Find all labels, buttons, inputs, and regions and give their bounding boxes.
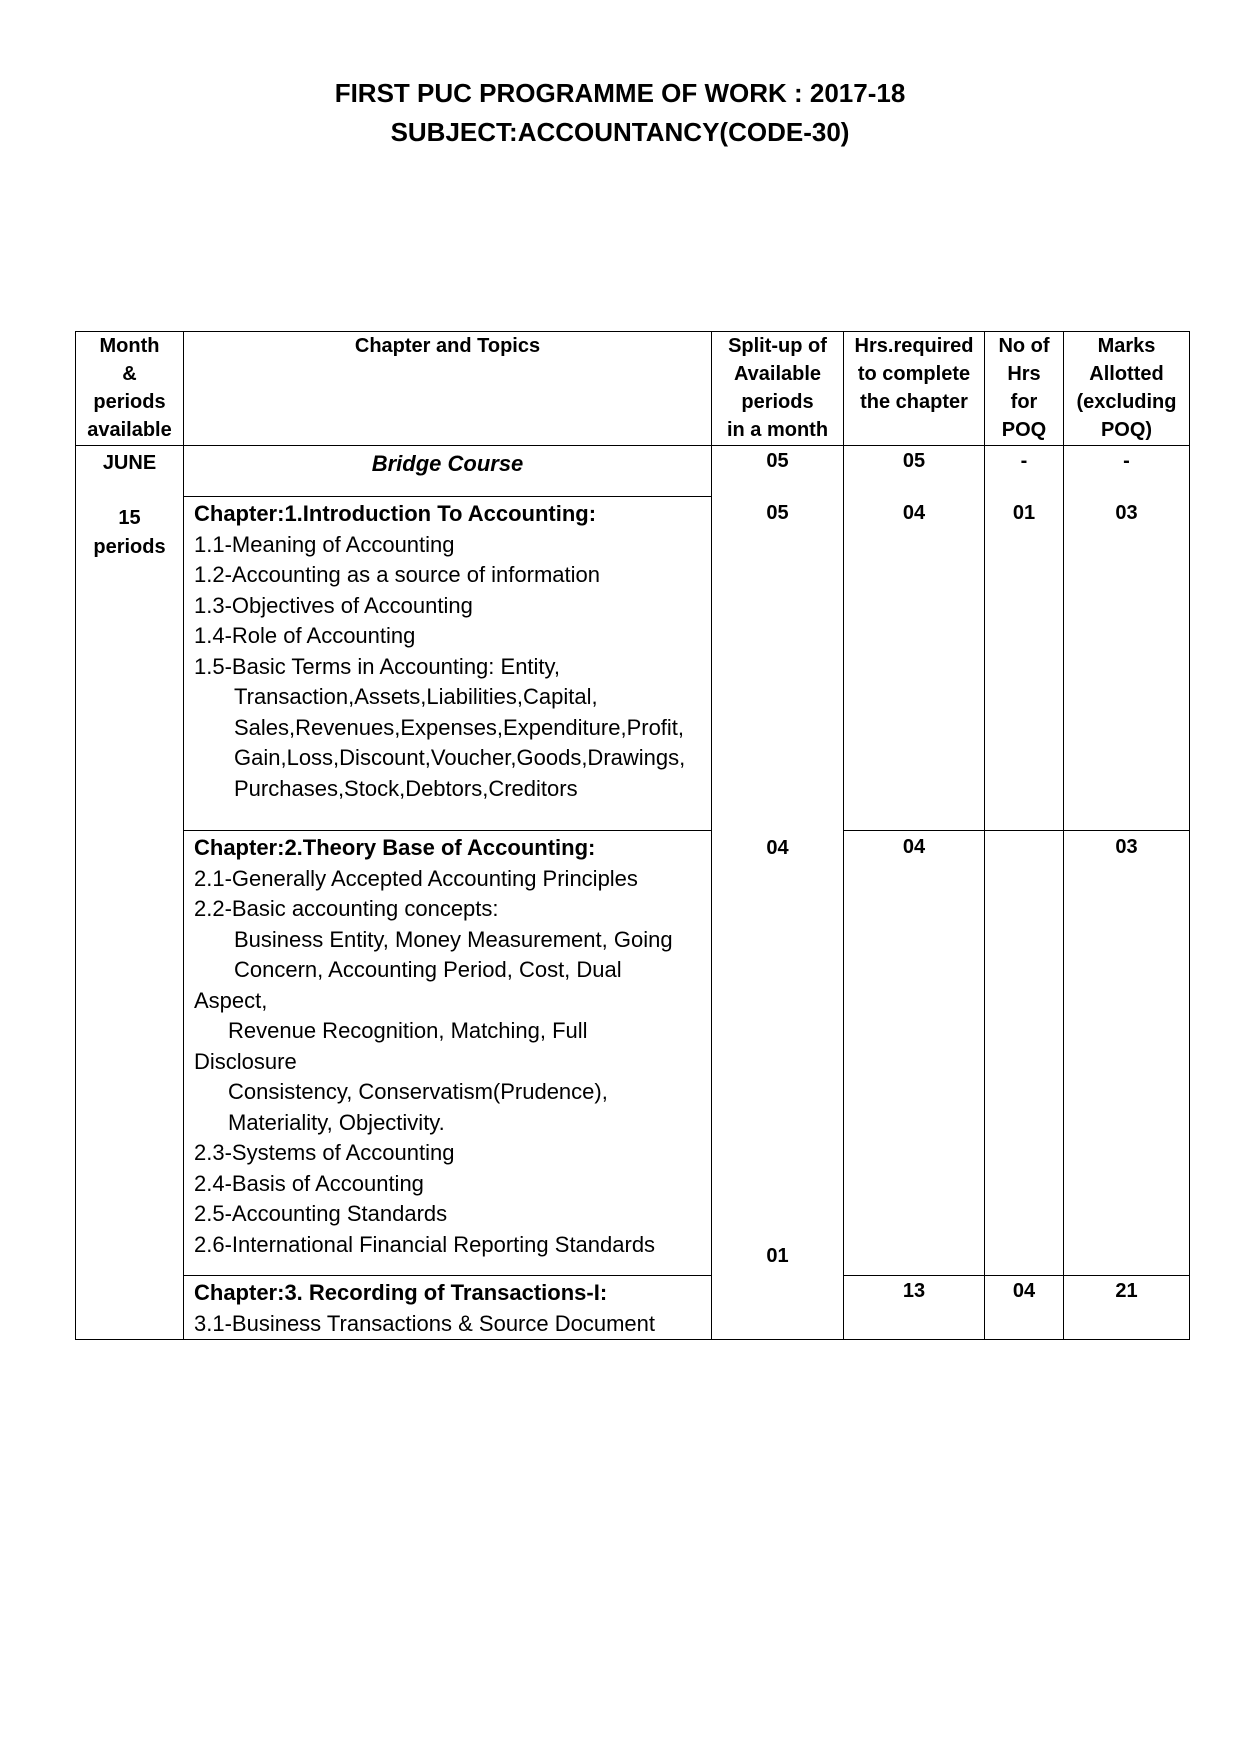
marks-cell: 21 [1064,1276,1190,1340]
poq-cell: - [985,446,1064,497]
chapter-1-title: Chapter:1.Introduction To Accounting: [194,501,597,526]
periods-number: 15 [118,507,141,529]
table-row [76,1276,1190,1340]
document-title: FIRST PUC PROGRAMME OF WORK : 2017-18 [334,78,906,108]
header-split: Split-up of Available periods in a month [712,332,844,446]
header-month: Month & periods available [76,332,184,446]
header-topics: Chapter and Topics [184,332,712,446]
chapter-1-topics: Chapter:1.Introduction To Accounting: 1.1-Meaning of Accounting 1.2-Accounting as a source of information 1.3-Objectives of Accounting 1.4-Role of Accounting 1.5-Basic Terms in Accounting: Entity, Transaction,Assets,Liabilities,Capital, Sales,Revenues,Expenses,Expenditure,Profit, Gain,Loss,Discount,Voucher,Goods,Drawings, Purchases,Stock,Debtors,Creditors [184,497,712,831]
marks-cell: 03 [1064,497,1190,831]
split-cell: 04 01 [712,831,844,1276]
table-row [76,446,1190,497]
month-label: JUNE [102,452,157,474]
header-marks: Marks Allotted (excluding POQ) [1064,332,1190,446]
header-row [76,332,1190,446]
bridge-course-title: Bridge Course [184,446,712,497]
hrs-cell: 04 [844,831,985,1276]
marks-cell: 03 [1064,831,1190,1276]
hrs-cell: 05 [844,446,985,497]
document-subject: SUBJECT:ACCOUNTANCY(CODE-30) [390,117,850,147]
month-cell [76,446,184,1340]
poq-cell: 04 [985,1276,1064,1340]
table-row [76,497,1190,831]
header-hrs: Hrs.required to complete the chapter [844,332,985,446]
chapter-2-topics: Chapter:2.Theory Base of Accounting: 2.1-Generally Accepted Accounting Principles 2.2-Basic accounting concepts: Business Entity, Money Measurement, Going Concern, Accounting Period, Cost, Dual Aspect, Revenue Recognition, Matching, Full Disclosure Consistency, Conservatism(Prudence), Materiality, Objectivity. 2.3-Systems of Accounting 2.4-Basis of Accounting 2.5-Accounting Standards 2.6-International Financial Reporting Standards [184,831,712,1276]
hrs-cell: 13 [844,1276,985,1340]
chapter-3-topics: Chapter:3. Recording of Transactions-I: 3.1-Business Transactions & Source Document [184,1276,712,1340]
hrs-cell: 04 [844,497,985,831]
poq-cell [985,831,1064,1276]
split-cell: 05 [712,497,844,831]
table-row [76,831,1190,1276]
periods-word: periods [93,536,166,558]
split-cell [712,1276,844,1340]
header-poq: No of Hrs for POQ [985,332,1064,446]
poq-cell: 01 [985,497,1064,831]
split-next-value: 01 [766,1244,789,1267]
marks-cell: - [1064,446,1190,497]
chapter-3-title: Chapter:3. Recording of Transactions-I: [194,1280,608,1305]
chapter-2-title: Chapter:2.Theory Base of Accounting: [194,835,596,860]
programme-table [75,331,1190,1340]
split-cell: 05 [712,446,844,497]
